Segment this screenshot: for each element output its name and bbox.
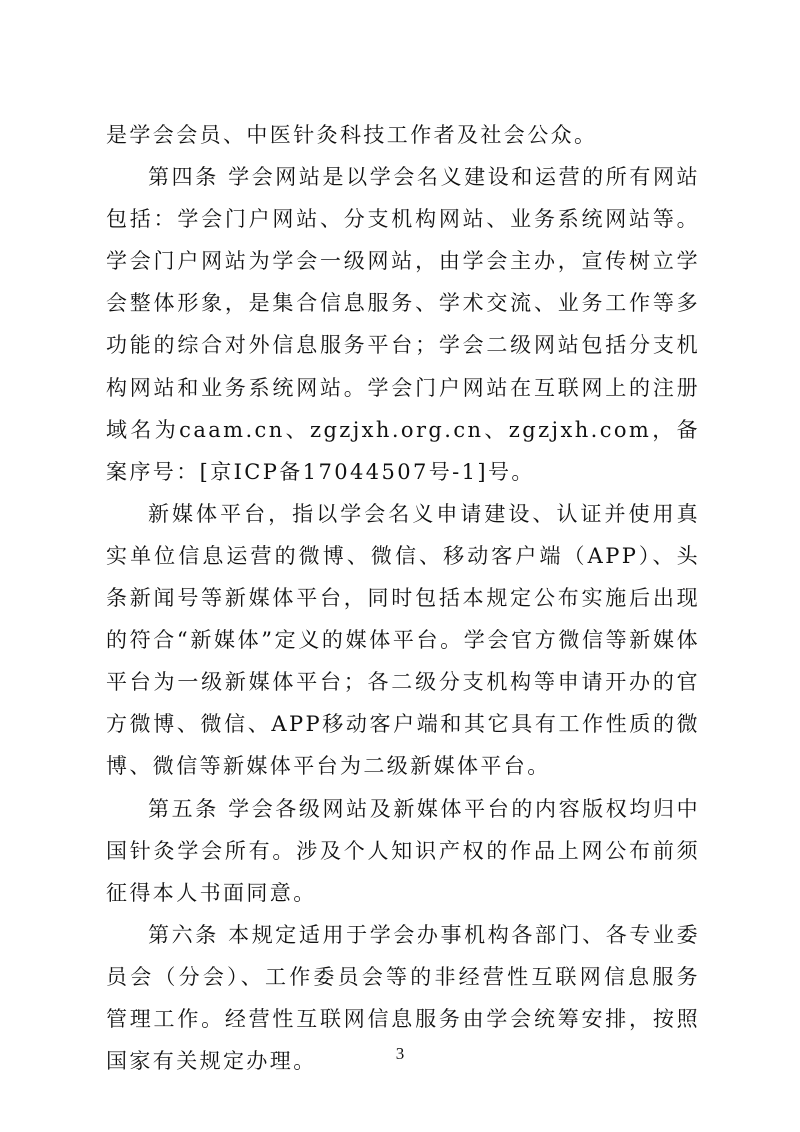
paragraph-article-4: 第四条 学会网站是以学会名义建设和运营的所有网站包括：学会门户网站、分支机构网站、业务系统网站等。学会门户网站为学会一级网站，由学会主办，宣传树立学会整体形象，是集合信息服务、学术交流、业务工作等多功能的综合对外信息服务平台；学会二级网站包括分支机构网站和业务系统网站。学会门户网站在互联网上的注册域名为caam.cn、zgzjxh.org.cn、zgzjxh.com，备案序号：[京ICP备17044507号-1]号。 — [106, 165, 700, 484]
paragraph-article-5: 第五条 学会各级网站及新媒体平台的内容版权均归中国针灸学会所有。涉及个人知识产权的作品上网公布前须征得本人书面同意。 — [106, 796, 700, 905]
paragraph-continuation: 是学会会员、中医针灸科技工作者及社会公众。 — [106, 123, 598, 147]
paragraph-article-6: 第六条 本规定适用于学会办事机构各部门、各专业委员会（分会）、工作委员会等的非经营性互联网信息服务管理工作。经营性互联网信息服务由学会统筹安排，按照国家有关规定办理。 — [106, 922, 700, 1074]
document-body — [106, 114, 700, 1082]
page-number: 3 — [395, 1044, 405, 1063]
paragraph-new-media-platform: 新媒体平台，指以学会名义申请建设、认证并使用真实单位信息运营的微博、微信、移动客户端（APP）、头条新闻号等新媒体平台，同时包括本规定公布实施后出现的符合“新媒体”定义的媒体平台。学会官方微信等新媒体平台为一级新媒体平台；各二级分支机构等申请开办的官方微博、微信、APP移动客户端和其它具有工作性质的微博、微信等新媒体平台为二级新媒体平台。 — [106, 501, 700, 779]
